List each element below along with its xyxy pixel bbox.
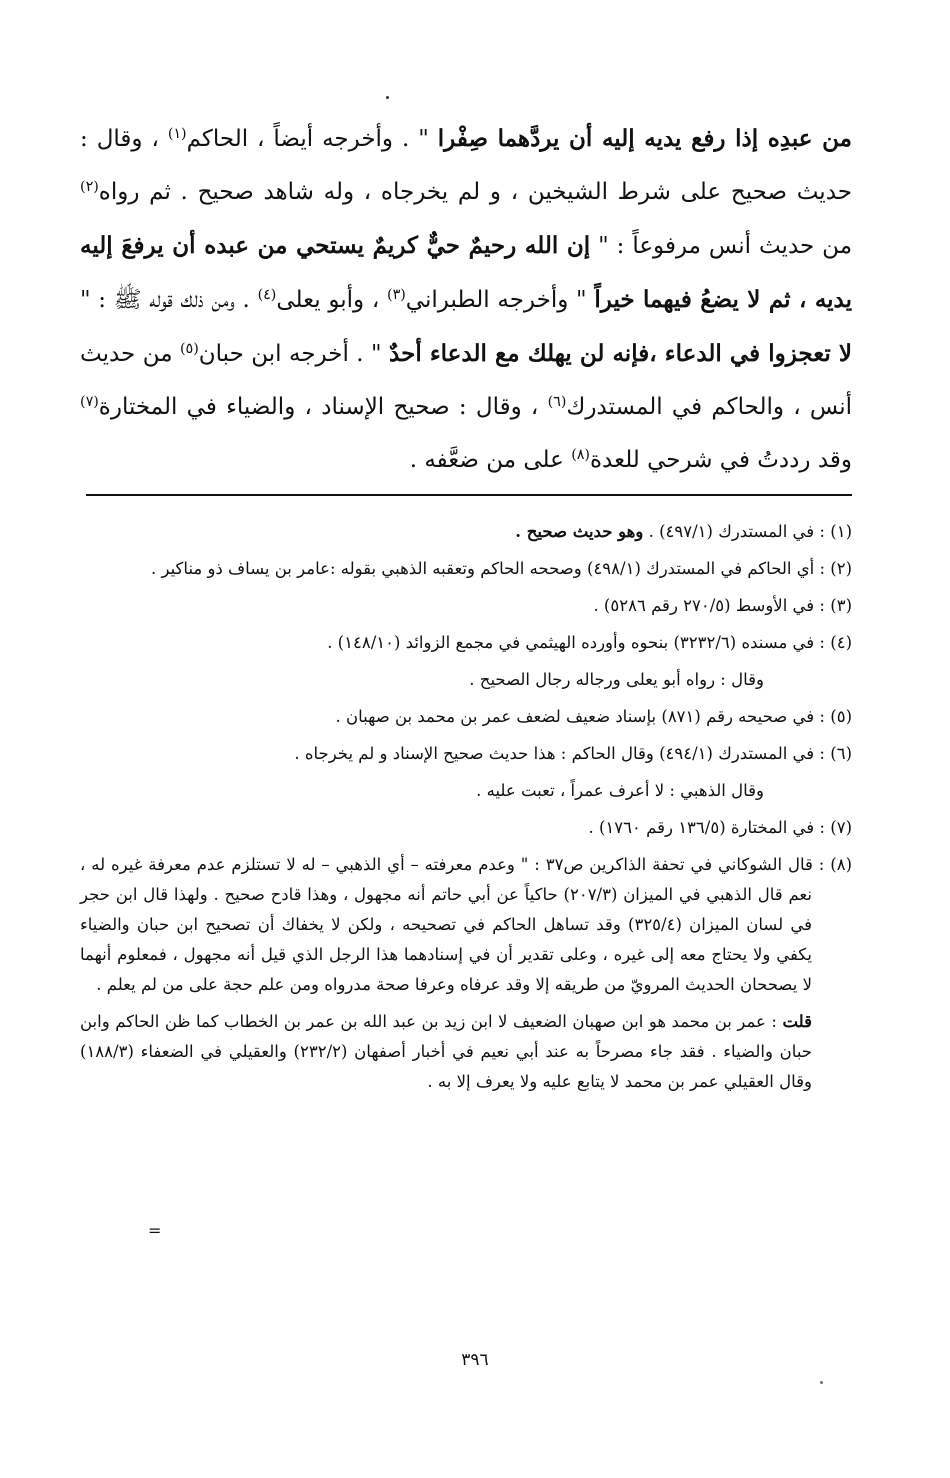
text-run: من حديث أنس ، والحاكم في المستدرك: [80, 341, 852, 420]
main-paragraph: [80, 112, 852, 487]
hadith-text: إن الله رحيمٌ حيٌّ كريمٌ يستحي من عبده أن يرفعَ إليه يديه ، ثم لا يضعُ فيهما خيراً: [80, 232, 853, 313]
footnote-ref-4[interactable]: (٤): [257, 287, 277, 304]
footnote-separator: [86, 494, 852, 496]
footnote-1: [80, 517, 852, 547]
page-number: ٣٩٦: [461, 1350, 489, 1370]
main-text: [80, 112, 852, 487]
qult-label: قلت: [782, 1012, 812, 1031]
text-run: ، وأبو يعلى: [276, 287, 388, 313]
text-run: وقد رددتُ في شرحي للعدة: [589, 447, 852, 473]
footnote-2: (٢) : أي الحاكم في المستدرك (٤٩٨/١) وصححه الحاكم وتعقبه الذهبي بقوله :عامر بن يساف ذو مناكير .: [150, 559, 852, 578]
text-run: . ومن ذلك قوله ﷺ : ": [80, 287, 258, 313]
footnote-ref-8[interactable]: (٨): [571, 447, 590, 464]
text-run: " . وأخرجه أيضاً ، الحاكم: [186, 126, 438, 152]
text-run: " وأخرجه الطبراني: [405, 287, 595, 313]
ink-speck: [386, 96, 389, 99]
footnote-6-continuation: وقال الذهبي : لا أعرف عمراً ، تعبت عليه .: [476, 781, 764, 800]
footnote-ref-7[interactable]: (٧): [80, 394, 99, 411]
footnote-number: (١) :: [814, 522, 852, 541]
text-run: على من ضعَّفه .: [409, 447, 572, 473]
footnotes: [80, 517, 852, 1104]
hadith-text: لا تعجزوا في الدعاء ،فإنه لن يهلك مع الدعاء أحدٌ: [389, 340, 852, 367]
hadith-text: من عبدِه إذا رفع يديه إليه أن يردَّهما صِفْرا: [437, 125, 852, 152]
footnote-ref-3[interactable]: (٣): [387, 287, 406, 304]
footnote-8-comment: [80, 1007, 852, 1097]
footnote-8: (٨) : قال الشوكاني في تحفة الذاكرين ص٣٧ : " وعدم معرفته – أي الذهبي – له لا تستلزم عدم معرفة غيره له ، نعم قال الذهبي في الميزان (٢٠٧/٣) حاكياً عن أبي حاتم أنه مجهول ، وهذا قادح صحيح . ولهذا قال ابن حجر في لسان الميزان (٣٢٥/٤) وقد تساهل الحاكم في تصحيحه ، ولكن لا يخفاك أن تصحيح ابن حبان والضياء يكفي ولا يحتاج معه إلى غيره ، وعلى تقدير أن في إسنادهما هذا الرجل الذي قيل أنه مجهول ، فمعلوم أنهما لا يصححان الحديث المرويّ من طريقه إلا وقد عرفاه وعرفا صحة مدرواه ومن علم حجة على من لم يعلم .: [80, 855, 852, 994]
ink-speck: [820, 1381, 823, 1384]
text-run: " . أخرجه ابن حبان: [198, 341, 390, 367]
footnote-verdict: وهو حديث صحيح .: [515, 522, 644, 541]
footnote-ref-1[interactable]: (١): [167, 126, 187, 143]
footnote-ref-2[interactable]: (٢): [80, 179, 99, 196]
text-run: ، وقال : حديث صحيح على شرط الشيخين ، و لم يخرجاه ، وله شاهد صحيح . ثم رواه: [80, 126, 852, 205]
footnote-4-continuation: وقال : رواه أبو يعلى ورجاله رجال الصحيح .: [469, 670, 764, 689]
footnote-7: (٧) : في المختارة (١٣٦/٥ رقم ١٧٦٠) .: [588, 818, 852, 837]
footnote-ref-5[interactable]: (٥): [179, 341, 199, 358]
footnote-ref-6[interactable]: (٦): [547, 394, 567, 411]
footnote-5: (٥) : في صحيحه رقم (٨٧١) بإسناد ضعيف لضعف عمر بن محمد بن صهبان .: [335, 707, 852, 726]
footnote-6: (٦) : في المستدرك (٤٩٤/١) وقال الحاكم : هذا حديث صحيح الإسناد و لم يخرجاه .: [294, 744, 852, 763]
text-run: من حديث أنس مرفوعاً : ": [590, 233, 853, 259]
footnote-3: (٣) : في الأوسط (٢٧٠/٥ رقم ٥٢٨٦) .: [593, 596, 852, 615]
text-run: ، وقال : صحيح الإسناد ، والضياء في المختارة: [98, 394, 548, 420]
footnote-text: في المستدرك (٤٩٧/١) .: [643, 522, 815, 541]
footnote-text: : عمر بن محمد هو ابن صهبان الضعيف لا ابن زيد بن عبد الله بن عمر بن الخطاب كما ظن الحاكم وابن حبان والضياء . فقد جاء مصرحاً به عند أبي نعيم في أخبار أصفهان (٢٣٢/٢) والعقيلي في الضعفاء (١٨٨/٣) وقال العقيلي عمر بن محمد لا يتابع عليه ولا يعرف إلا به .: [80, 1012, 813, 1091]
footnote-4: (٤) : في مسنده (٣٢٣٢/٦) بنحوه وأورده الهيثمي في مجمع الزوائد (١٤٨/١٠) .: [327, 633, 852, 652]
continuation-mark: =: [148, 1221, 162, 1240]
